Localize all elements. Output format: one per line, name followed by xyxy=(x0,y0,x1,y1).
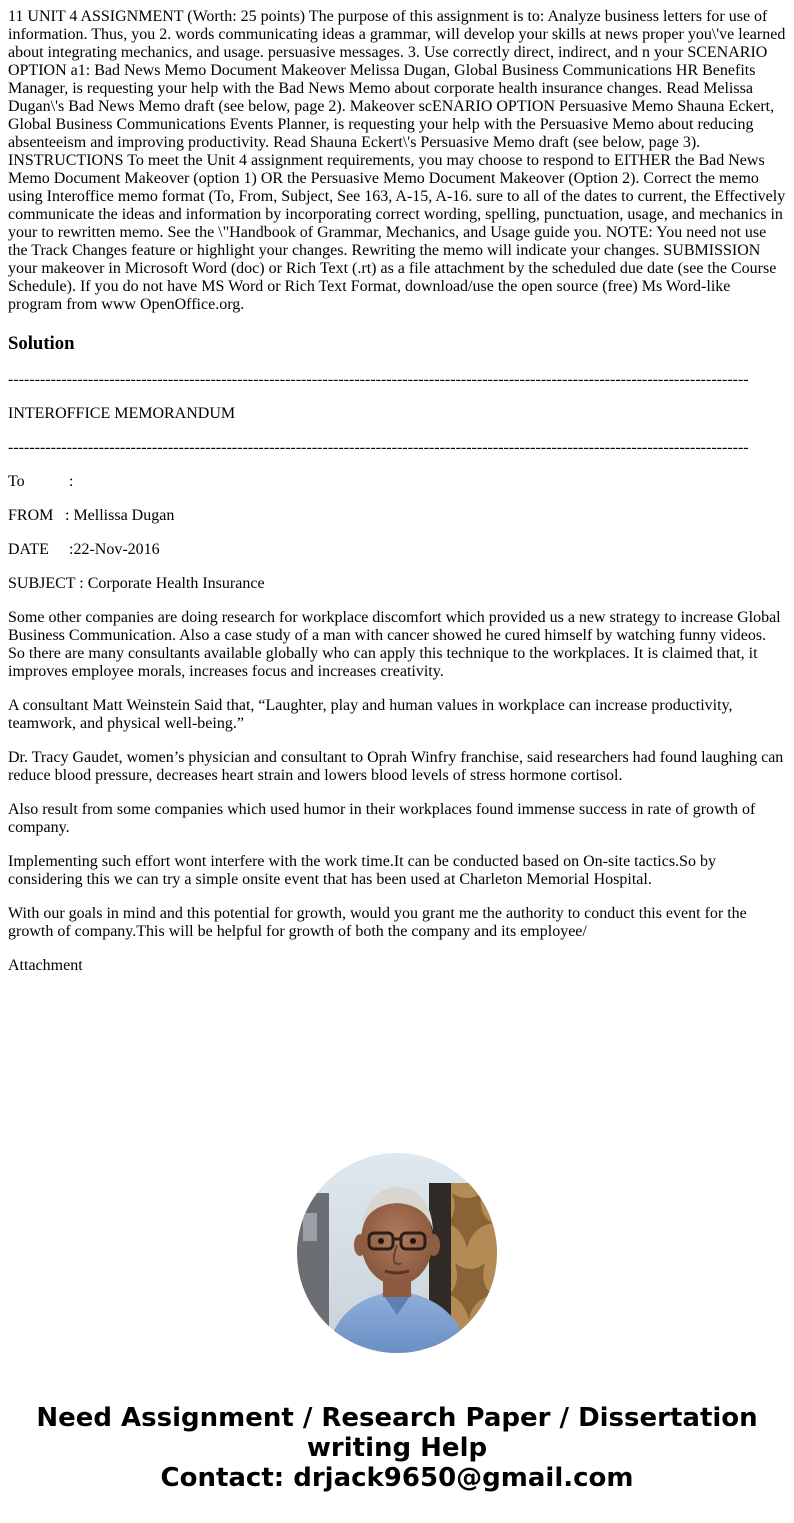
divider-bottom: ------------------------------------------------------------------------------------------------------------------------------------------- xyxy=(8,439,749,456)
date-value: :22-Nov-2016 xyxy=(69,541,160,558)
author-portrait xyxy=(297,1153,497,1353)
divider-top: ------------------------------------------------------------------------------------------------------------------------------------------- xyxy=(8,371,749,388)
memo-paragraph: With our goals in mind and this potential for growth, would you grant me the authority to conduct this event for the growth of company.This will be helpful for growth of both the company and its employee/ xyxy=(8,905,747,940)
author-avatar xyxy=(297,1153,497,1353)
memo-paragraph: Implementing such effort wont interfere with the work time.It can be conducted based on On-site tactics.So by considering this we can try a simple onsite event that has been used at Charleton Memorial Hospital. xyxy=(8,853,716,888)
promo-banner xyxy=(0,1403,794,1493)
memo-paragraph: A consultant Matt Weinstein Said that, “Laughter, play and human values in workplace can increase productivity, teamwork, and physical well-being.” xyxy=(8,697,733,732)
memo-title: INTEROFFICE MEMORANDUM xyxy=(8,405,236,422)
from-value: : Mellissa Dugan xyxy=(65,507,175,524)
promo-line-2: writing Help xyxy=(306,1433,488,1463)
memo-paragraph: Dr. Tracy Gaudet, women’s physician and consultant to Oprah Winfry franchise, said researchers had found laughing can reduce blood pressure, decreases heart strain and lowers blood levels of stress hormone cortisol. xyxy=(8,749,784,784)
date-label: DATE xyxy=(8,541,49,558)
memo-paragraph: Some other companies are doing research for workplace discomfort which provided us a new strategy to increase Global Business Communication. Also a case study of a man with cancer showed he cured himself by watching funny videos. So there are many consultants available globally who can apply this technique to the workplaces. It is claimed that, it improves employee morals, increases focus and increases creativity. xyxy=(8,609,781,680)
solution-heading: Solution xyxy=(8,333,75,354)
attachment-label: Attachment xyxy=(8,957,83,974)
memo-subject-line: SUBJECT : Corporate Health Insurance xyxy=(8,575,265,592)
to-label: To xyxy=(8,473,25,490)
question-text: 11 UNIT 4 ASSIGNMENT (Worth: 25 points) The purpose of this assignment is to: Analyze business letters for use of information. Thus, you 2. words communicating ideas a grammar, will develop your skills at news proper you\'ve learned about integrating mechanics, and usage. persuasive messages. 3. Use correctly direct, indirect, and n your SCENARIO OPTION a1: Bad News Memo Document Makeover Melissa Dugan, Global Business Communications HR Benefits Manager, is requesting your help with the Bad News Memo about corporate health insurance changes. Read Melissa Dugan\'s Bad News Memo draft (see below, page 2). Makeover scENARIO OPTION Persuasive Memo Shauna Eckert, Global Business Communications Events Planner, is requesting your help with the Persuasive Memo about reducing absenteeism and improving productivity. Read Shauna Eckert\'s Persuasive Memo draft (see below, page 3). INSTRUCTIONS To meet the Unit 4 assignment requirements, you may choose to respond to EITHER the Bad News Memo Document Makeover (option 1) OR the Persuasive Memo Document Makeover (Option 2). Correct the memo using Interoffice memo format (To, From, Subject, See 163, A-15, A-16. sure to all of the dates to current, the Effectively communicate the ideas and information by incorporating correct wording, spelling, punctuation, usage, and mechanics in your to rewritten memo. See the \"Handbook of Grammar, Mechanics, and Usage guide you. NOTE: You need not use the Track Changes feature or highlight your changes. Rewriting the memo will indicate your changes. SUBMISSION your makeover in Microsoft Word (doc) or Rich Text (.rt) as a file attachment by the scheduled due date (see the Course Schedule). If you do not have MS Word or Rich Text Format, download/use the open source (free) Ms Word-like program from www OpenOffice.org. xyxy=(8,8,786,313)
memo-paragraph: Also result from some companies which used humor in their workplaces found immense success in rate of growth of company. xyxy=(8,801,756,836)
from-label: FROM xyxy=(8,507,54,524)
memo-date-line xyxy=(8,541,786,559)
promo-contact-email[interactable]: Contact: drjack9650@gmail.com xyxy=(160,1463,634,1493)
to-separator: : xyxy=(69,473,74,490)
memo-to-line xyxy=(8,473,786,491)
memo-from-line xyxy=(8,507,786,525)
promo-line-1: Need Assignment / Research Paper / Dissertation xyxy=(36,1403,758,1433)
